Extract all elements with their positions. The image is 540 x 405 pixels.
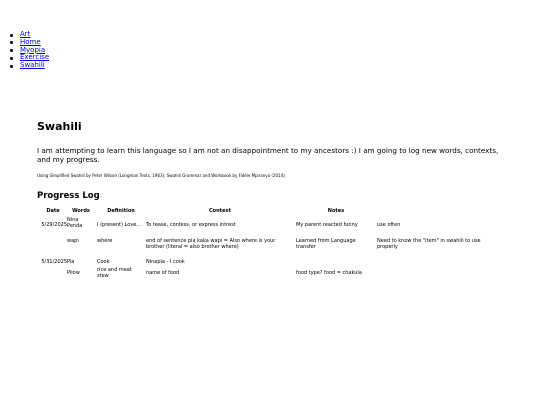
- cell-word: Pilow: [67, 270, 80, 276]
- cell-context: name of food: [146, 270, 180, 276]
- cell-notes: My parent reacted funny: [296, 222, 358, 228]
- cell-definition: Cook: [97, 259, 110, 265]
- cell-notes: food type? food = chakula: [296, 270, 362, 276]
- cell-word: wapi: [67, 238, 79, 244]
- cell-extra-note: use often: [377, 222, 401, 228]
- nav-link-home[interactable]: Home: [20, 37, 41, 46]
- nav-link-art[interactable]: Art: [20, 30, 31, 38]
- header-words: Words: [72, 208, 90, 214]
- cell-definition: I (present) Love...: [97, 222, 142, 228]
- progress-log-heading: Progress Log: [37, 191, 100, 201]
- header-notes: Notes: [327, 208, 345, 214]
- nav-link-swahili[interactable]: Swahili: [20, 61, 45, 70]
- header-date: Date: [46, 208, 60, 214]
- page-title: Swahili: [37, 120, 82, 133]
- nav-item-swahili: [20, 62, 49, 70]
- cell-context: Ninapia - I cook: [146, 259, 185, 265]
- nav-link-myopia[interactable]: Myopia: [20, 45, 46, 54]
- cell-context: end of sentence pia kaka wapi = Also where is your brother (literal = also brother where): [146, 238, 276, 250]
- cell-context: To tease, confess, or express intrest: [146, 222, 236, 228]
- header-definition: Definition: [107, 208, 135, 214]
- cell-definition: where: [97, 238, 113, 244]
- cell-notes: Learned from Language transfer: [296, 238, 356, 250]
- intro-paragraph: I am attempting to learn this language so I am not an disappointment to my ancestors :) I am going to log new words, contexts, and my progress.: [37, 146, 499, 164]
- references-note: Using Simplified Swahili by Peter Wilson (Longman Texts, 1963); Swahili Grammar and Workbook by Fidèle Mpiranya (2014).: [37, 173, 286, 178]
- cell-word: Pia: [67, 259, 75, 265]
- cell-definition: rice and meat stew: [97, 267, 132, 279]
- nav-link-exercise[interactable]: Exercise: [20, 53, 50, 62]
- header-context: Context: [208, 208, 232, 214]
- cell-extra-note: Need to know the "item" in swahili to use properly: [377, 238, 481, 250]
- cell-date: 5/29/2025: [41, 222, 67, 228]
- cell-word: Nina Penda: [67, 217, 83, 229]
- cell-date: 5/31/2025: [41, 259, 67, 265]
- site-nav: [20, 31, 49, 70]
